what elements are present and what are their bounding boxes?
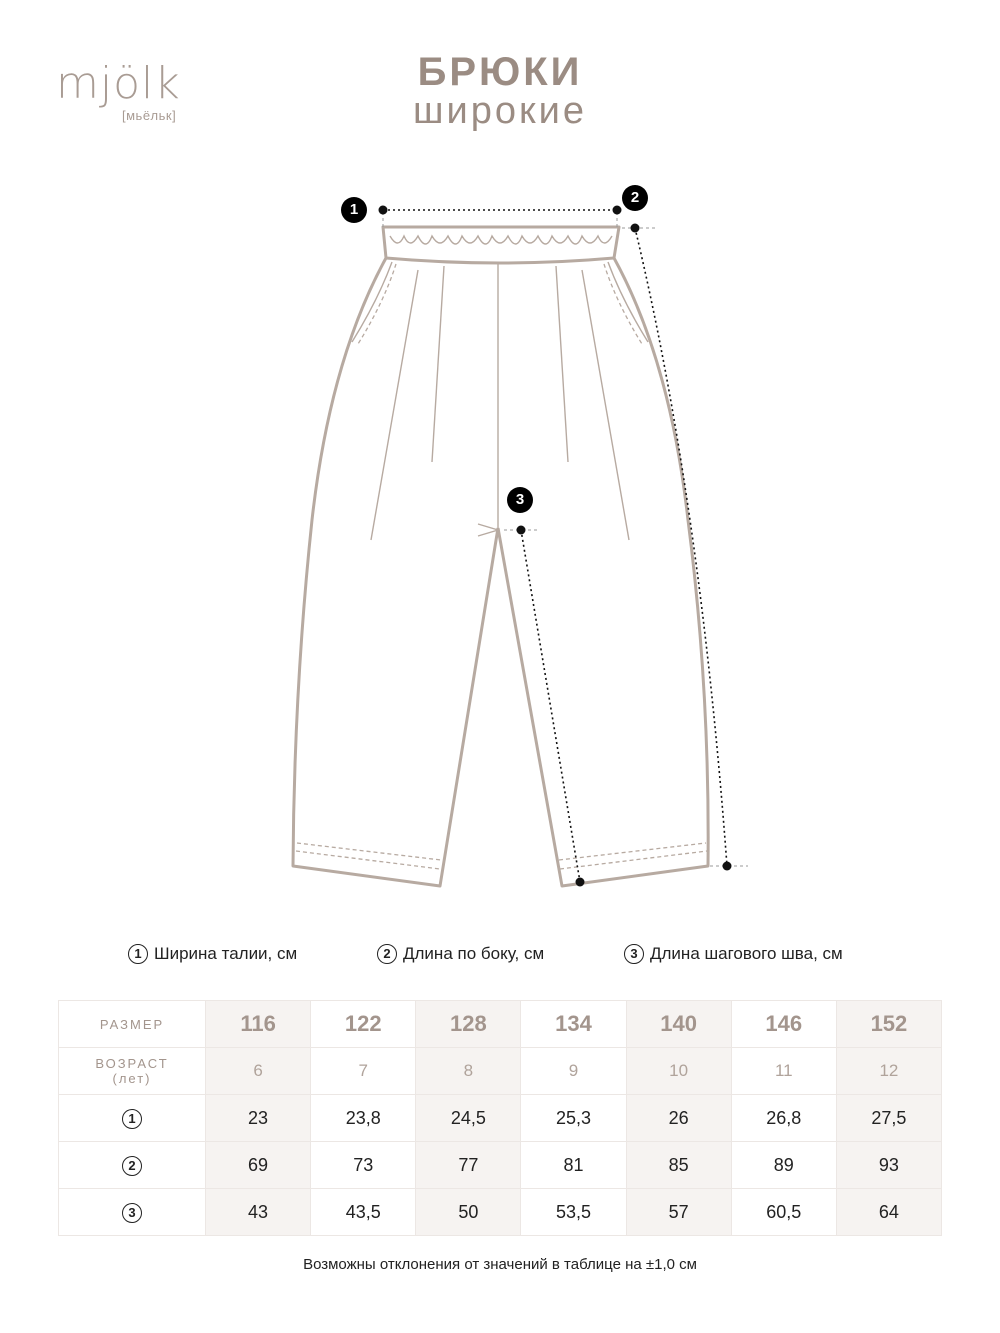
value-cell: 60,5 <box>731 1189 836 1236</box>
size-cell: 122 <box>311 1001 416 1048</box>
age-cell: 11 <box>731 1048 836 1095</box>
value-cell: 27,5 <box>836 1095 941 1142</box>
value-cell: 50 <box>416 1189 521 1236</box>
value-cell: 26,8 <box>731 1095 836 1142</box>
table-row-side-length <box>59 1142 942 1189</box>
row-number-2: 2 <box>122 1156 142 1176</box>
legend-label-3: Длина шагового шва, см <box>650 944 843 963</box>
size-cell: 152 <box>836 1001 941 1048</box>
inseam-point-bottom <box>576 878 585 887</box>
legend-number-1: 1 <box>128 944 148 964</box>
size-cell: 116 <box>206 1001 311 1048</box>
right-hem-stitch-1 <box>559 843 706 860</box>
waistband-gathers <box>390 236 612 244</box>
legend-item-side <box>377 944 544 964</box>
waist-point-right <box>613 206 622 215</box>
side-length-line <box>635 228 727 866</box>
value-cell: 57 <box>626 1189 731 1236</box>
value-cell: 23 <box>206 1095 311 1142</box>
table-row-age <box>59 1048 942 1095</box>
legend-label-2: Длина по боку, см <box>403 944 545 963</box>
age-cell: 8 <box>416 1048 521 1095</box>
inseam-point-top <box>517 526 526 535</box>
age-cell: 7 <box>311 1048 416 1095</box>
row-number-1: 1 <box>122 1109 142 1129</box>
value-cell: 69 <box>206 1142 311 1189</box>
legend-label-1: Ширина талии, см <box>154 944 298 963</box>
right-crease <box>582 270 629 540</box>
age-cell: 10 <box>626 1048 731 1095</box>
left-hem-stitch-2 <box>296 851 440 869</box>
left-pleat <box>432 266 444 462</box>
age-cell: 6 <box>206 1048 311 1095</box>
age-cell: 9 <box>521 1048 626 1095</box>
crotch-bartack <box>478 524 498 536</box>
value-cell: 25,3 <box>521 1095 626 1142</box>
left-leg-outline <box>293 258 498 886</box>
value-cell: 26 <box>626 1095 731 1142</box>
size-cell: 134 <box>521 1001 626 1048</box>
side-point-bottom <box>723 862 732 871</box>
value-cell: 43,5 <box>311 1189 416 1236</box>
age-header-unit: (лет) <box>112 1071 152 1086</box>
row-number-cell <box>59 1142 206 1189</box>
page-subtitle: широкие <box>413 90 587 132</box>
row-number-3: 3 <box>122 1203 142 1223</box>
right-hem-stitch-2 <box>560 851 707 869</box>
marker-1-waist: 1 <box>341 197 367 223</box>
table-row-inseam <box>59 1189 942 1236</box>
size-table <box>58 1000 942 1236</box>
waist-point-left <box>379 206 388 215</box>
side-point-top <box>631 224 640 233</box>
age-header-label: ВОЗРАСТ <box>95 1056 169 1071</box>
logo-transcription: [мьёльк] <box>122 108 177 123</box>
value-cell: 89 <box>731 1142 836 1189</box>
table-row-size <box>59 1001 942 1048</box>
marker-3-inseam: 3 <box>507 487 533 513</box>
value-cell: 64 <box>836 1189 941 1236</box>
size-cell: 146 <box>731 1001 836 1048</box>
row-number-cell <box>59 1189 206 1236</box>
value-cell: 81 <box>521 1142 626 1189</box>
left-crease <box>371 270 418 540</box>
marker-2-side: 2 <box>622 185 648 211</box>
value-cell: 23,8 <box>311 1095 416 1142</box>
right-pocket <box>608 262 648 342</box>
value-cell: 43 <box>206 1189 311 1236</box>
size-cell: 140 <box>626 1001 731 1048</box>
logo-wordmark: mjölk <box>56 58 181 109</box>
age-cell: 12 <box>836 1048 941 1095</box>
right-pleat <box>556 266 568 462</box>
waistband <box>383 227 619 263</box>
pants-technical-drawing <box>0 170 1000 910</box>
legend-number-2: 2 <box>377 944 397 964</box>
legend-number-3: 3 <box>624 944 644 964</box>
measurement-legend <box>0 944 1000 970</box>
right-leg-outline <box>498 258 708 886</box>
value-cell: 77 <box>416 1142 521 1189</box>
value-cell: 85 <box>626 1142 731 1189</box>
table-row-waist <box>59 1095 942 1142</box>
left-hem-stitch-1 <box>297 843 441 860</box>
legend-item-inseam <box>624 944 843 964</box>
value-cell: 73 <box>311 1142 416 1189</box>
row-number-cell <box>59 1095 206 1142</box>
size-cell: 128 <box>416 1001 521 1048</box>
value-cell: 93 <box>836 1142 941 1189</box>
left-pocket <box>352 262 392 342</box>
legend-item-waist <box>128 944 297 964</box>
tolerance-footnote: Возможны отклонения от значений в таблице на ±1,0 см <box>303 1256 697 1273</box>
value-cell: 53,5 <box>521 1189 626 1236</box>
age-header <box>59 1048 206 1095</box>
size-header: РАЗМЕР <box>59 1001 206 1048</box>
page-title: БРЮКИ <box>417 50 583 94</box>
value-cell: 24,5 <box>416 1095 521 1142</box>
